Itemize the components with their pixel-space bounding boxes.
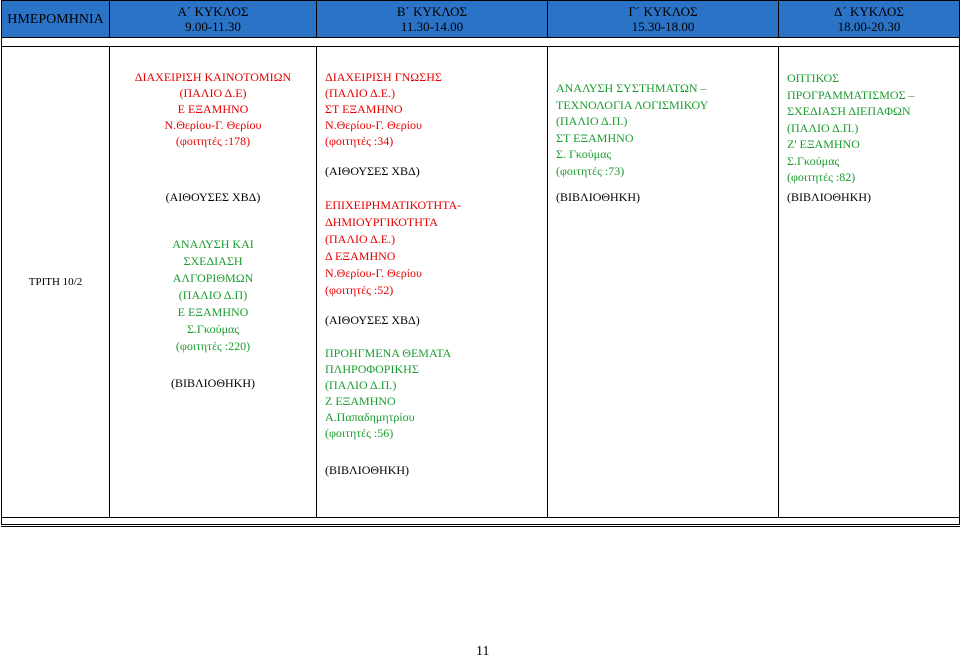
course-program: (ΠΑΛΙΟ Δ.Ε) bbox=[179, 86, 247, 100]
course-instructors: Α.Παπαδημητρίου bbox=[325, 410, 415, 424]
cycle-a-name: Α΄ ΚΥΚΛΟΣ bbox=[177, 4, 249, 19]
cycle-d-header bbox=[779, 1, 960, 38]
course-students: (φοιτητές :220) bbox=[175, 339, 251, 353]
cycle-a-room-2: (ΒΙΒΛΙΟΘΗΚΗ) bbox=[170, 376, 256, 390]
day-label: ΤΡΙΤΗ 10/2 bbox=[28, 276, 83, 288]
cycle-b-time: 11.30-14.00 bbox=[400, 19, 464, 34]
cycle-a-course-1 bbox=[110, 69, 316, 149]
course-semester: Ε ΕΞΑΜΗΝΟ bbox=[177, 305, 249, 319]
cycle-c-name: Γ΄ ΚΥΚΛΟΣ bbox=[628, 4, 698, 19]
cycle-b-room-3: (ΒΙΒΛΙΟΘΗΚΗ) bbox=[325, 463, 410, 477]
cycle-d-name: Δ΄ ΚΥΚΛΟΣ bbox=[834, 4, 904, 19]
cycle-b-cell bbox=[317, 47, 548, 518]
course-students: (φοιτητές :73) bbox=[556, 163, 625, 178]
course-program: (ΠΑΛΙΟ Δ.Π.) bbox=[556, 114, 628, 128]
course-program: (ΠΑΛΙΟ Δ.Π) bbox=[178, 288, 248, 302]
cycle-c-course-1 bbox=[556, 80, 748, 179]
course-title: ΕΠΙΧΕΙΡΗΜΑΤΙΚΟΤΗΤΑ-ΔΗΜΙΟΥΡΓΙΚΟΤΗΤΑ bbox=[325, 198, 462, 229]
cycle-a-course-2 bbox=[110, 236, 316, 355]
course-semester: Ε ΕΞΑΜΗΝΟ bbox=[177, 102, 249, 116]
cycle-b-course-1 bbox=[325, 69, 543, 149]
course-program: (ΠΑΛΙΟ Δ.Ε.) bbox=[325, 86, 396, 100]
course-instructors: Ν.Θερίου-Γ. Θερίου bbox=[325, 118, 422, 132]
cycle-c-room-1: (ΒΙΒΛΙΟΘΗΚΗ) bbox=[556, 190, 641, 204]
bottom-row bbox=[2, 518, 960, 526]
course-semester: ΣΤ ΕΞΑΜΗΝΟ bbox=[556, 130, 634, 145]
cycle-b-course-2 bbox=[325, 197, 477, 299]
course-students: (φοιτητές :34) bbox=[325, 134, 394, 148]
course-instructors: Ν.Θερίου-Γ. Θερίου bbox=[325, 266, 422, 280]
course-semester: Ζ' ΕΞΑΜΗΝΟ bbox=[787, 137, 860, 151]
course-semester: Ζ ΕΞΑΜΗΝΟ bbox=[325, 394, 396, 408]
day-cell bbox=[2, 47, 110, 518]
course-students: (φοιτητές :56) bbox=[325, 426, 394, 440]
course-instructors: Σ.Γκούμας bbox=[186, 322, 240, 336]
cycle-b-header bbox=[317, 1, 548, 38]
cycle-a-time: 9.00-11.30 bbox=[185, 19, 241, 34]
cycle-c-time: 15.30-18.00 bbox=[631, 19, 695, 34]
cycle-b-name: Β΄ ΚΥΚΛΟΣ bbox=[396, 4, 468, 19]
cycle-d-room-1: (ΒΙΒΛΙΟΘΗΚΗ) bbox=[787, 190, 872, 204]
course-instructors: Σ.Γκούμας bbox=[787, 153, 840, 168]
course-instructors: Σ. Γκούμας bbox=[556, 147, 612, 161]
date-header bbox=[2, 1, 110, 38]
course-title: ΔΙΑΧΕΙΡΙΣΗ ΚΑΙΝΟΤΟΜΙΩΝ bbox=[134, 70, 292, 84]
cycle-d-time: 18.00-20.30 bbox=[837, 19, 901, 34]
cycle-a-cell bbox=[110, 47, 317, 518]
day-row bbox=[2, 47, 960, 518]
cycle-b-room-1: (ΑΙΘΟΥΣΕΣ ΧΒΔ) bbox=[325, 164, 420, 178]
course-title: ΑΝΑΛΥΣΗ ΚΑΙ ΣΧΕΔΙΑΣΗ ΑΛΓΟΡΙΘΜΩΝ bbox=[172, 237, 254, 285]
course-semester: Δ ΕΞΑΜΗΝΟ bbox=[325, 249, 396, 263]
course-title: ΔΙΑΧΕΙΡΙΣΗ ΓΝΩΣΗΣ bbox=[325, 70, 442, 84]
cycle-a-header bbox=[110, 1, 317, 38]
spacer-row bbox=[2, 38, 960, 47]
page-number: 11 bbox=[476, 644, 490, 659]
course-title: ΑΝΑΛΥΣΗ ΣΥΣΤΗΜΑΤΩΝ – ΤΕΧΝΟΛΟΓΙΑ ΛΟΓΙΣΜΙΚΟΥ bbox=[556, 81, 709, 112]
cycle-a-room-1: (ΑΙΘΟΥΣΕΣ ΧΒΔ) bbox=[165, 190, 261, 204]
course-program: (ΠΑΛΙΟ Δ.Π.) bbox=[325, 378, 397, 392]
course-students: (φοιτητές :82) bbox=[787, 170, 856, 184]
course-students: (φοιτητές :178) bbox=[175, 134, 251, 148]
course-instructors: Ν.Θερίου-Γ. Θερίου bbox=[164, 118, 262, 132]
cycle-d-cell bbox=[779, 47, 960, 518]
course-program: (ΠΑΛΙΟ Δ.Ε.) bbox=[325, 232, 396, 246]
date-header-label: ΗΜΕΡΟΜΗΝΙΑ bbox=[7, 12, 104, 27]
cycle-b-course-3 bbox=[325, 345, 467, 441]
course-title: ΟΠΤΙΚΟΣ ΠΡΟΓΡΑΜΜΑΤΙΣΜΟΣ – ΣΧΕΔΙΑΣΗ ΔΙΕΠΑΦΩΝ bbox=[787, 71, 915, 118]
exam-schedule-table bbox=[1, 0, 960, 527]
cycle-d-course-1 bbox=[787, 70, 947, 186]
course-semester: ΣΤ ΕΞΑΜΗΝΟ bbox=[325, 102, 403, 116]
course-program: (ΠΑΛΙΟ Δ.Π.) bbox=[787, 120, 859, 135]
course-title: ΠΡΟΗΓΜΕΝΑ ΘΕΜΑΤΑ ΠΛΗΡΟΦΟΡΙΚΗΣ bbox=[325, 346, 451, 376]
cycle-c-cell bbox=[548, 47, 779, 518]
cycle-b-room-2: (ΑΙΘΟΥΣΕΣ ΧΒΔ) bbox=[325, 313, 420, 327]
header-row bbox=[2, 1, 960, 38]
cycle-c-header bbox=[548, 1, 779, 38]
course-students: (φοιτητές :52) bbox=[325, 283, 394, 297]
